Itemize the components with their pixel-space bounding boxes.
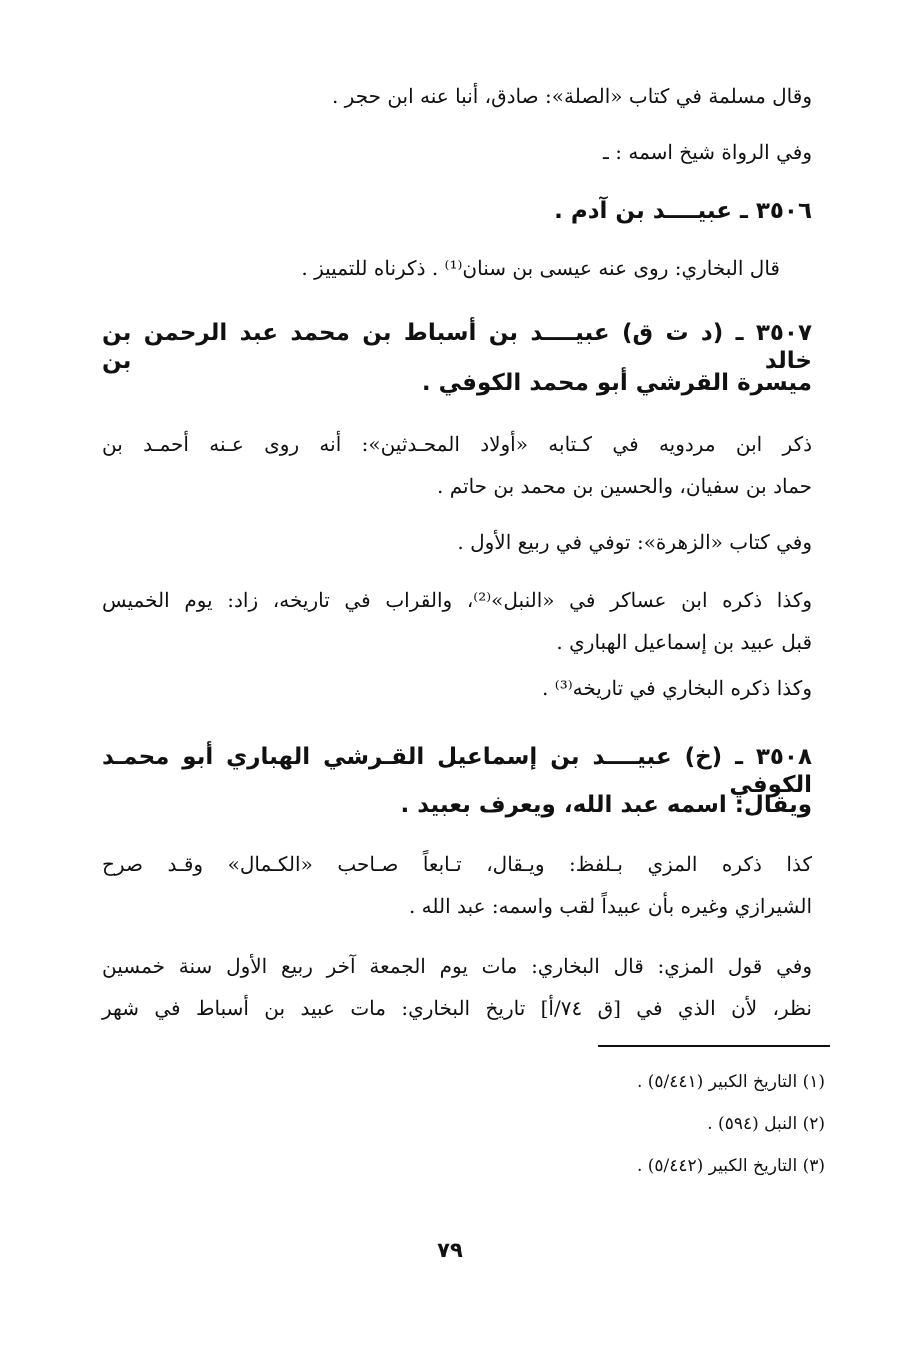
text-line: قال البخاري: روى عنه عيسى بن سنان⁽¹⁾ . ذكرناه للتمييز . — [301, 256, 780, 280]
entry-heading-3507: ٣٥٠٧ ـ (د ت ق) عبيــــد بن أسباط بن محمد عبد الرحمن بن خالد بن — [102, 320, 812, 374]
text-line: وقال مسلمة في كتاب «الصلة»: صادق، أنبا عنه ابن حجر . — [331, 84, 812, 108]
text-line: الشيرازي وغيره بأن عبيداً لقب واسمه: عبد الله . — [408, 894, 812, 918]
footnote-2: (٢) النبل (٥٩٤) . — [707, 1114, 825, 1134]
footnote-divider — [598, 1045, 830, 1047]
text-line: كذا ذكره المزي بـلفظ: ويـقال، تـابعاً صـاحب «الكـمال» وقـد صرح — [102, 852, 812, 876]
page-number: ٧٩ — [437, 1238, 463, 1262]
text-line: وكذا ذكره البخاري في تاريخه⁽³⁾ . — [542, 676, 812, 700]
footnote-3: (٣) التاريخ الكبير (٥/٤٤٢) . — [636, 1156, 825, 1176]
text-line: وفي كتاب «الزهرة»: توفي في ربيع الأول . — [457, 530, 812, 554]
text-line: وكذا ذكره ابن عساكر في «النبل»⁽²⁾، والقراب في تاريخه، زاد: يوم الخميس — [102, 588, 813, 612]
text-line: ذكر ابن مردويه في كـتابه «أولاد المحـدثين»: أنه روى عـنه أحمـد بن — [102, 432, 812, 456]
text-line: قبل عبيد بن إسماعيل الهباري . — [556, 630, 812, 654]
entry-heading-3506: ٣٥٠٦ ـ عبيــــد بن آدم . — [554, 198, 812, 224]
entry-heading-3508: ٣٥٠٨ ـ (خ) عبيــــد بن إسماعيل القـرشي الهباري أبو محمـد الكوفي — [102, 744, 812, 798]
entry-heading-3507-cont: ميسرة القرشي أبو محمد الكوفي . — [421, 370, 812, 396]
text-line: حماد بن سفيان، والحسين بن محمد بن حاتم . — [437, 474, 812, 498]
text-line: وفي الرواة شيخ اسمه : ـ — [603, 140, 812, 164]
entry-heading-3508-cont: ويقال: اسمه عبد الله، ويعرف بعبيد . — [400, 792, 812, 818]
footnote-1: (١) التاريخ الكبير (٥/٤٤١) . — [636, 1072, 825, 1092]
text-line: وفي قول المزي: قال البخاري: مات يوم الجمعة آخر ربيع الأول سنة خمسين — [102, 954, 812, 978]
text-line: نظر، لأن الذي في [ق ٧٤/أ] تاريخ البخاري: مات عبيد بن أسباط في شهر — [102, 996, 812, 1020]
